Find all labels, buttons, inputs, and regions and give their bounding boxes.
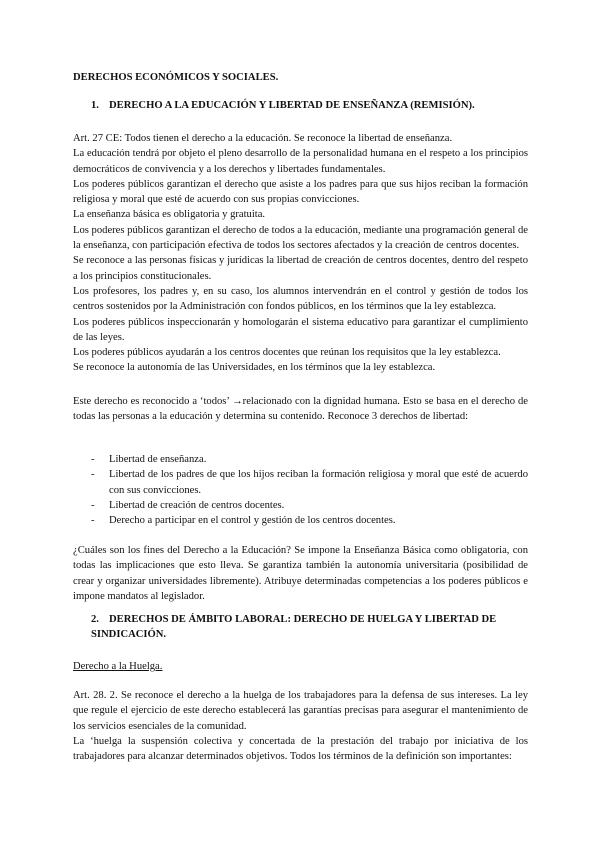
- article-line: Los poderes públicos ayudarán a los centros docentes que reúnan los requisitos que la ley establezca.: [73, 347, 501, 359]
- section1-title: DERECHO A LA EDUCACIÓN Y LIBERTAD DE ENSEÑANZA (REMISIÓN).: [109, 100, 475, 111]
- section2-article: Art. 28. 2. Se reconoce el derecho a la huelga de los trabajadores para la defensa de sus intereses. La ley que regule el ejercicio de este derecho establecerá las garantías precisas para asegurar el mantenimiento de los servicios esenciales de la comunidad.: [73, 690, 528, 732]
- dash-bullet: -: [91, 499, 95, 511]
- list-item: [91, 513, 528, 528]
- dash-bullet: -: [91, 515, 95, 527]
- rights-list: [91, 452, 528, 528]
- article-line: Art. 27 CE: Todos tienen el derecho a la educación. Se reconoce la libertad de enseñanza.: [73, 133, 453, 144]
- article-line: Se reconoce la autonomía de las Universidades, en los términos que la ley establezca.: [73, 362, 436, 374]
- section2-definition: La ‘huelga la suspensión colectiva y concertada de la prestación del trabajo por iniciativa de los trabajadores para alcanzar determinados objetivos. Todos los términos de la definición son importantes:: [73, 736, 528, 763]
- list-item-text: Derecho a participar en el control y gestión de los centros docentes.: [109, 515, 396, 527]
- list-item: [91, 498, 528, 513]
- section1-question: ¿Cuáles son los fines del Derecho a la Educación? Se impone la Enseñanza Básica como obligatoria, con todas las implicaciones que esto lleva. Se garantiza también la autonomía universitaria (posibilidad de crear y organizar universidades libremente). Atribuye determinadas competencias a los poderes públicos e impone mandatos al legislador.: [73, 545, 528, 602]
- section2-title: DERECHOS DE ÁMBITO LABORAL: DERECHO DE HUELGA Y LIBERTAD DE SINDICACIÓN.: [91, 614, 497, 640]
- section1-article-block: [73, 131, 528, 376]
- list-item-text: Libertad de creación de centros docentes.: [109, 499, 285, 511]
- dash-bullet: -: [91, 469, 95, 481]
- section2-subheading: Derecho a la Huelga.: [73, 661, 163, 672]
- section1-summary: Este derecho es reconocido a ‘todos’ →relacionado con la dignidad humana. Esto se basa en el derecho de todas las personas a la educación y determina su contenido. Reconoce 3 derechos de libertad:: [73, 396, 528, 423]
- article-line: Se reconoce a las personas físicas y jurídicas la libertad de creación de centros docentes, dentro del respeto a los principios constitucionales.: [73, 255, 528, 282]
- article-line: Los poderes públicos garantizan el derecho de todos a la educación, mediante una programación general de la enseñanza, con participación efectiva de todos los sectores afectados y la creación de centros docentes.: [73, 224, 528, 252]
- article-line: La educación tendrá por objeto el pleno desarrollo de la personalidad humana en el respeto a los principios democráticos de convivencia y a los derechos y libertades fundamentales.: [73, 148, 528, 175]
- rights-list-block: [91, 452, 528, 528]
- list-item: [91, 467, 528, 498]
- dash-bullet: -: [91, 454, 95, 465]
- list-item-text: Libertad de enseñanza.: [109, 454, 207, 465]
- list-item-text: Libertad de los padres de que los hijos reciban la formación religiosa y moral que esté de acuerdo con sus convicciones.: [109, 469, 528, 496]
- article-line: Los poderes públicos inspeccionarán y homologarán el sistema educativo para garantizar el cumplimiento de las leyes.: [73, 316, 528, 343]
- list-item: [91, 452, 528, 467]
- section1-heading: [91, 100, 475, 111]
- section2-number: 2.: [91, 614, 99, 625]
- section2-heading: [91, 612, 528, 642]
- section1-number: 1.: [91, 100, 99, 111]
- article-line: Los profesores, los padres y, en su caso, los alumnos intervendrán en el control y gestión de todos los centros sostenidos por la Administración con fondos públicos, en los términos que la ley establezca.: [73, 285, 528, 313]
- article-line: La enseñanza básica es obligatoria y gratuita.: [73, 209, 266, 221]
- page-heading: DERECHOS ECONÓMICOS Y SOCIALES.: [73, 72, 279, 83]
- article-line: Los poderes públicos garantizan el derecho que asiste a los padres para que sus hijos reciban la formación religiosa y moral que esté de acuerdo con sus propias convicciones.: [73, 178, 528, 206]
